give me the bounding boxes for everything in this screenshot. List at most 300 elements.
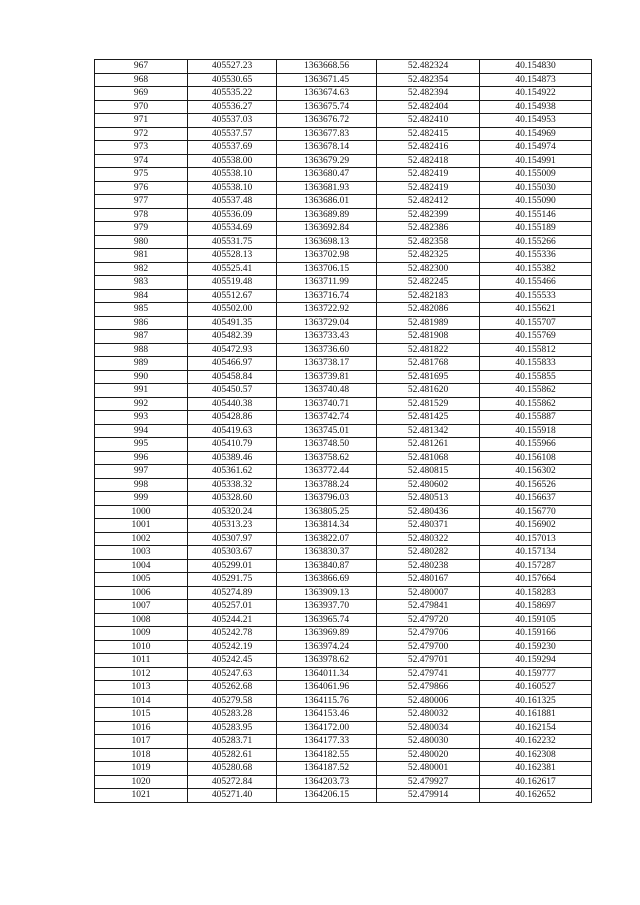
longitude-cell: 40.154938 [480,100,592,114]
table-row [95,559,592,573]
y-coordinate-cell: 1363692.84 [277,222,377,236]
point-number-cell: 977 [95,195,188,209]
table-row [95,667,592,681]
table-row [95,546,592,560]
table-row [95,397,592,411]
longitude-cell: 40.162232 [480,735,592,749]
point-number-cell: 1011 [95,654,188,668]
y-coordinate-cell: 1364206.15 [277,789,377,803]
y-coordinate-cell: 1363796.03 [277,492,377,506]
y-coordinate-cell: 1363740.71 [277,397,377,411]
table-row [95,438,592,452]
point-number-cell: 1010 [95,640,188,654]
longitude-cell: 40.162308 [480,748,592,762]
y-coordinate-cell: 1363711.99 [277,276,377,290]
x-coordinate-cell: 405440.38 [188,397,277,411]
latitude-cell: 52.481695 [377,370,480,384]
latitude-cell: 52.482183 [377,289,480,303]
y-coordinate-cell: 1363814.34 [277,519,377,533]
longitude-cell: 40.162154 [480,721,592,735]
point-number-cell: 973 [95,141,188,155]
longitude-cell: 40.156302 [480,465,592,479]
point-number-cell: 980 [95,235,188,249]
longitude-cell: 40.155030 [480,181,592,195]
y-coordinate-cell: 1363716.74 [277,289,377,303]
x-coordinate-cell: 405472.93 [188,343,277,357]
table-row [95,303,592,317]
y-coordinate-cell: 1363840.87 [277,559,377,573]
point-number-cell: 1009 [95,627,188,641]
x-coordinate-cell: 405525.41 [188,262,277,276]
x-coordinate-cell: 405279.58 [188,694,277,708]
point-number-cell: 967 [95,60,188,74]
x-coordinate-cell: 405531.75 [188,235,277,249]
point-number-cell: 992 [95,397,188,411]
y-coordinate-cell: 1364187.52 [277,762,377,776]
y-coordinate-cell: 1364011.34 [277,667,377,681]
latitude-cell: 52.482410 [377,114,480,128]
table-row [95,586,592,600]
longitude-cell: 40.155862 [480,397,592,411]
longitude-cell: 40.160527 [480,681,592,695]
longitude-cell: 40.155918 [480,424,592,438]
latitude-cell: 52.482412 [377,195,480,209]
x-coordinate-cell: 405283.28 [188,708,277,722]
longitude-cell: 40.156526 [480,478,592,492]
table-row [95,60,592,74]
latitude-cell: 52.480007 [377,586,480,600]
x-coordinate-cell: 405537.03 [188,114,277,128]
y-coordinate-cell: 1363772.44 [277,465,377,479]
latitude-cell: 52.480602 [377,478,480,492]
table-row [95,195,592,209]
x-coordinate-cell: 405450.57 [188,384,277,398]
x-coordinate-cell: 405535.22 [188,87,277,101]
longitude-cell: 40.157664 [480,573,592,587]
longitude-cell: 40.155887 [480,411,592,425]
table-row [95,235,592,249]
y-coordinate-cell: 1363866.69 [277,573,377,587]
longitude-cell: 40.155862 [480,384,592,398]
y-coordinate-cell: 1363729.04 [277,316,377,330]
y-coordinate-cell: 1363689.89 [277,208,377,222]
table-row [95,343,592,357]
latitude-cell: 52.480006 [377,694,480,708]
longitude-cell: 40.154873 [480,73,592,87]
x-coordinate-cell: 405262.68 [188,681,277,695]
table-row [95,73,592,87]
point-number-cell: 1020 [95,775,188,789]
latitude-cell: 52.482325 [377,249,480,263]
longitude-cell: 40.162652 [480,789,592,803]
table-row [95,708,592,722]
longitude-cell: 40.155090 [480,195,592,209]
y-coordinate-cell: 1363969.89 [277,627,377,641]
y-coordinate-cell: 1363788.24 [277,478,377,492]
y-coordinate-cell: 1363830.37 [277,546,377,560]
x-coordinate-cell: 405537.69 [188,141,277,155]
latitude-cell: 52.480436 [377,505,480,519]
point-number-cell: 1005 [95,573,188,587]
y-coordinate-cell: 1363748.50 [277,438,377,452]
longitude-cell: 40.161325 [480,694,592,708]
longitude-cell: 40.159105 [480,613,592,627]
table-row [95,127,592,141]
point-number-cell: 976 [95,181,188,195]
longitude-cell: 40.159230 [480,640,592,654]
longitude-cell: 40.158697 [480,600,592,614]
point-number-cell: 1015 [95,708,188,722]
longitude-cell: 40.154991 [480,154,592,168]
y-coordinate-cell: 1363965.74 [277,613,377,627]
table-row [95,532,592,546]
point-number-cell: 1007 [95,600,188,614]
latitude-cell: 52.481768 [377,357,480,371]
x-coordinate-cell: 405242.19 [188,640,277,654]
x-coordinate-cell: 405280.68 [188,762,277,776]
point-number-cell: 972 [95,127,188,141]
table-row [95,465,592,479]
y-coordinate-cell: 1363680.47 [277,168,377,182]
x-coordinate-cell: 405530.65 [188,73,277,87]
longitude-cell: 40.156770 [480,505,592,519]
table-row [95,100,592,114]
y-coordinate-cell: 1364061.96 [277,681,377,695]
x-coordinate-cell: 405536.27 [188,100,277,114]
y-coordinate-cell: 1363676.72 [277,114,377,128]
y-coordinate-cell: 1363974.24 [277,640,377,654]
table-row [95,114,592,128]
latitude-cell: 52.479701 [377,654,480,668]
point-number-cell: 995 [95,438,188,452]
latitude-cell: 52.479914 [377,789,480,803]
x-coordinate-cell: 405257.01 [188,600,277,614]
latitude-cell: 52.481620 [377,384,480,398]
point-number-cell: 982 [95,262,188,276]
longitude-cell: 40.162617 [480,775,592,789]
table-row [95,262,592,276]
y-coordinate-cell: 1363702.98 [277,249,377,263]
latitude-cell: 52.479720 [377,613,480,627]
coordinates-table-body [95,60,592,803]
table-row [95,627,592,641]
latitude-cell: 52.480030 [377,735,480,749]
latitude-cell: 52.482416 [377,141,480,155]
latitude-cell: 52.480034 [377,721,480,735]
x-coordinate-cell: 405272.84 [188,775,277,789]
table-row [95,735,592,749]
point-number-cell: 1008 [95,613,188,627]
latitude-cell: 52.480238 [377,559,480,573]
y-coordinate-cell: 1363758.62 [277,451,377,465]
point-number-cell: 989 [95,357,188,371]
latitude-cell: 52.482419 [377,168,480,182]
table-row [95,181,592,195]
table-row [95,451,592,465]
x-coordinate-cell: 405274.89 [188,586,277,600]
point-number-cell: 1019 [95,762,188,776]
x-coordinate-cell: 405512.67 [188,289,277,303]
y-coordinate-cell: 1363686.01 [277,195,377,209]
x-coordinate-cell: 405291.75 [188,573,277,587]
y-coordinate-cell: 1364115.76 [277,694,377,708]
latitude-cell: 52.479706 [377,627,480,641]
table-row [95,141,592,155]
longitude-cell: 40.155189 [480,222,592,236]
table-row [95,721,592,735]
x-coordinate-cell: 405527.23 [188,60,277,74]
table-row [95,789,592,803]
longitude-cell: 40.155146 [480,208,592,222]
longitude-cell: 40.157013 [480,532,592,546]
latitude-cell: 52.480322 [377,532,480,546]
x-coordinate-cell: 405538.10 [188,168,277,182]
y-coordinate-cell: 1363671.45 [277,73,377,87]
table-row [95,370,592,384]
x-coordinate-cell: 405242.78 [188,627,277,641]
point-number-cell: 974 [95,154,188,168]
point-number-cell: 1004 [95,559,188,573]
y-coordinate-cell: 1363674.63 [277,87,377,101]
longitude-cell: 40.156902 [480,519,592,533]
point-number-cell: 998 [95,478,188,492]
latitude-cell: 52.479741 [377,667,480,681]
point-number-cell: 968 [95,73,188,87]
x-coordinate-cell: 405428.86 [188,411,277,425]
table-row [95,748,592,762]
point-number-cell: 969 [95,87,188,101]
latitude-cell: 52.482300 [377,262,480,276]
longitude-cell: 40.155855 [480,370,592,384]
x-coordinate-cell: 405536.09 [188,208,277,222]
y-coordinate-cell: 1363745.01 [277,424,377,438]
longitude-cell: 40.162381 [480,762,592,776]
longitude-cell: 40.155707 [480,316,592,330]
point-number-cell: 1003 [95,546,188,560]
point-number-cell: 1016 [95,721,188,735]
latitude-cell: 52.480815 [377,465,480,479]
y-coordinate-cell: 1363739.81 [277,370,377,384]
table-row [95,681,592,695]
x-coordinate-cell: 405307.97 [188,532,277,546]
table-row [95,613,592,627]
point-number-cell: 996 [95,451,188,465]
latitude-cell: 52.479700 [377,640,480,654]
latitude-cell: 52.481425 [377,411,480,425]
y-coordinate-cell: 1364172.00 [277,721,377,735]
coordinates-table [94,59,592,803]
longitude-cell: 40.155621 [480,303,592,317]
x-coordinate-cell: 405283.95 [188,721,277,735]
longitude-cell: 40.155009 [480,168,592,182]
point-number-cell: 990 [95,370,188,384]
y-coordinate-cell: 1364182.55 [277,748,377,762]
latitude-cell: 52.481822 [377,343,480,357]
latitude-cell: 52.482419 [377,181,480,195]
point-number-cell: 983 [95,276,188,290]
longitude-cell: 40.154974 [480,141,592,155]
x-coordinate-cell: 405244.21 [188,613,277,627]
latitude-cell: 52.480167 [377,573,480,587]
y-coordinate-cell: 1363736.60 [277,343,377,357]
longitude-cell: 40.155266 [480,235,592,249]
longitude-cell: 40.154969 [480,127,592,141]
y-coordinate-cell: 1364177.33 [277,735,377,749]
x-coordinate-cell: 405299.01 [188,559,277,573]
table-row [95,424,592,438]
longitude-cell: 40.155466 [480,276,592,290]
y-coordinate-cell: 1363677.83 [277,127,377,141]
longitude-cell: 40.154953 [480,114,592,128]
point-number-cell: 986 [95,316,188,330]
x-coordinate-cell: 405491.35 [188,316,277,330]
latitude-cell: 52.482245 [377,276,480,290]
x-coordinate-cell: 405242.45 [188,654,277,668]
y-coordinate-cell: 1363678.14 [277,141,377,155]
x-coordinate-cell: 405538.00 [188,154,277,168]
y-coordinate-cell: 1363937.70 [277,600,377,614]
x-coordinate-cell: 405320.24 [188,505,277,519]
point-number-cell: 1014 [95,694,188,708]
y-coordinate-cell: 1363738.17 [277,357,377,371]
point-number-cell: 1021 [95,789,188,803]
latitude-cell: 52.479927 [377,775,480,789]
table-row [95,87,592,101]
point-number-cell: 970 [95,100,188,114]
y-coordinate-cell: 1363733.43 [277,330,377,344]
y-coordinate-cell: 1364153.46 [277,708,377,722]
x-coordinate-cell: 405313.23 [188,519,277,533]
latitude-cell: 52.482086 [377,303,480,317]
table-row [95,519,592,533]
point-number-cell: 1013 [95,681,188,695]
longitude-cell: 40.157134 [480,546,592,560]
latitude-cell: 52.482415 [377,127,480,141]
latitude-cell: 52.482358 [377,235,480,249]
longitude-cell: 40.161881 [480,708,592,722]
latitude-cell: 52.481908 [377,330,480,344]
x-coordinate-cell: 405537.57 [188,127,277,141]
latitude-cell: 52.482386 [377,222,480,236]
latitude-cell: 52.479841 [377,600,480,614]
point-number-cell: 971 [95,114,188,128]
longitude-cell: 40.154922 [480,87,592,101]
x-coordinate-cell: 405458.84 [188,370,277,384]
latitude-cell: 52.481261 [377,438,480,452]
x-coordinate-cell: 405538.10 [188,181,277,195]
latitude-cell: 52.482354 [377,73,480,87]
table-row [95,492,592,506]
latitude-cell: 52.482418 [377,154,480,168]
y-coordinate-cell: 1364203.73 [277,775,377,789]
point-number-cell: 1018 [95,748,188,762]
longitude-cell: 40.159777 [480,667,592,681]
point-number-cell: 991 [95,384,188,398]
table-row [95,276,592,290]
point-number-cell: 994 [95,424,188,438]
x-coordinate-cell: 405283.71 [188,735,277,749]
table-row [95,640,592,654]
point-number-cell: 1002 [95,532,188,546]
y-coordinate-cell: 1363722.92 [277,303,377,317]
point-number-cell: 984 [95,289,188,303]
y-coordinate-cell: 1363679.29 [277,154,377,168]
table-row [95,573,592,587]
point-number-cell: 1017 [95,735,188,749]
latitude-cell: 52.479866 [377,681,480,695]
y-coordinate-cell: 1363805.25 [277,505,377,519]
y-coordinate-cell: 1363668.56 [277,60,377,74]
longitude-cell: 40.156108 [480,451,592,465]
point-number-cell: 1006 [95,586,188,600]
x-coordinate-cell: 405419.63 [188,424,277,438]
table-row [95,154,592,168]
latitude-cell: 52.481342 [377,424,480,438]
longitude-cell: 40.157287 [480,559,592,573]
table-row [95,222,592,236]
longitude-cell: 40.158283 [480,586,592,600]
latitude-cell: 52.481989 [377,316,480,330]
table-row [95,168,592,182]
table-row [95,600,592,614]
table-row [95,694,592,708]
x-coordinate-cell: 405282.61 [188,748,277,762]
latitude-cell: 52.480282 [377,546,480,560]
table-row [95,654,592,668]
latitude-cell: 52.482324 [377,60,480,74]
y-coordinate-cell: 1363706.15 [277,262,377,276]
latitude-cell: 52.481068 [377,451,480,465]
point-number-cell: 993 [95,411,188,425]
x-coordinate-cell: 405338.32 [188,478,277,492]
latitude-cell: 52.480020 [377,748,480,762]
y-coordinate-cell: 1363698.13 [277,235,377,249]
table-row [95,762,592,776]
x-coordinate-cell: 405389.46 [188,451,277,465]
latitude-cell: 52.480371 [377,519,480,533]
longitude-cell: 40.155833 [480,357,592,371]
point-number-cell: 978 [95,208,188,222]
table-row [95,357,592,371]
y-coordinate-cell: 1363740.48 [277,384,377,398]
x-coordinate-cell: 405502.00 [188,303,277,317]
point-number-cell: 981 [95,249,188,263]
x-coordinate-cell: 405482.39 [188,330,277,344]
point-number-cell: 988 [95,343,188,357]
table-row [95,316,592,330]
x-coordinate-cell: 405537.48 [188,195,277,209]
table-row [95,411,592,425]
table-row [95,249,592,263]
x-coordinate-cell: 405528.13 [188,249,277,263]
point-number-cell: 1012 [95,667,188,681]
x-coordinate-cell: 405361.62 [188,465,277,479]
table-row [95,289,592,303]
y-coordinate-cell: 1363675.74 [277,100,377,114]
latitude-cell: 52.482404 [377,100,480,114]
x-coordinate-cell: 405519.48 [188,276,277,290]
table-row [95,384,592,398]
point-number-cell: 975 [95,168,188,182]
x-coordinate-cell: 405328.60 [188,492,277,506]
table-row [95,775,592,789]
table-row [95,478,592,492]
y-coordinate-cell: 1363742.74 [277,411,377,425]
latitude-cell: 52.482399 [377,208,480,222]
longitude-cell: 40.155966 [480,438,592,452]
point-number-cell: 987 [95,330,188,344]
longitude-cell: 40.155533 [480,289,592,303]
